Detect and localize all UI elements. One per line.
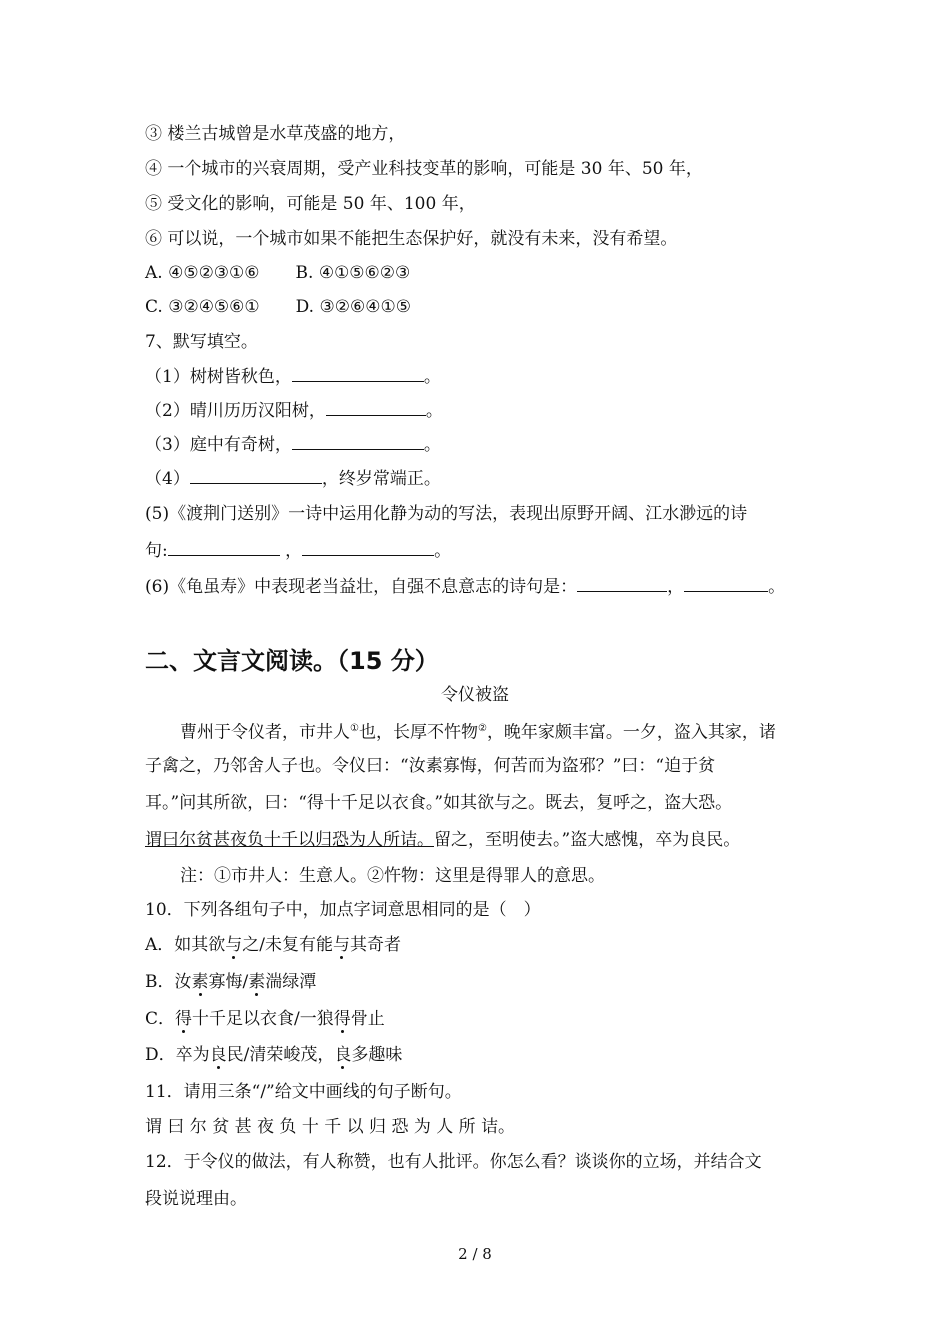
answer-blank[interactable] (302, 539, 434, 556)
q7-item-5-line1: (5)《渡荆门送别》一诗中运用化静为动的写法，表现出原野开阔、江水渺远的诗 (145, 504, 748, 524)
option-text: B．汝 (145, 972, 192, 992)
q7-item-4-text: ，终岁常端正。 (321, 469, 441, 489)
period: 。 (434, 541, 452, 561)
comma: ， (667, 577, 685, 597)
passage-text: 留之，至明使去。”盗大感愧，卒为良民。 (434, 830, 741, 850)
q7-item-1 (145, 365, 441, 389)
q7-item-2 (145, 399, 443, 423)
q10-option-b (145, 970, 316, 994)
option-text: 寡悔/ (208, 972, 249, 992)
dotted-char: 与 (333, 935, 351, 955)
dotted-char: 与 (225, 935, 243, 955)
q7-item-3 (145, 433, 441, 457)
q7-item-5-label: 句: (145, 541, 168, 561)
page-number: 2 / 8 (458, 1245, 492, 1263)
passage-line-3: 耳。”问其所欲，曰：“得十千足以衣食。”如其欲与之。既去，复呼之，盗大恐。 (145, 793, 733, 813)
passage-notes: 注：①市井人：生意人。②忤物：这里是得罪人的意思。 (180, 866, 605, 886)
q10-option-a (145, 933, 401, 957)
passage-line-4 (145, 828, 740, 852)
option-text: 湍绿潭 (265, 972, 317, 992)
passage-text: 也，长厚不忤物 (358, 722, 478, 743)
period: 。 (768, 577, 786, 597)
q6-options-ab (145, 261, 410, 285)
dotted-char: 得 (333, 1009, 351, 1029)
q6-options-cd (145, 295, 411, 319)
q7-item-1-text: （1）树树皆秋色， (145, 367, 292, 387)
q6-item-5: ⑤ 受文化的影响，可能是 50 年、100 年， (145, 194, 476, 214)
comma: ， (285, 541, 303, 561)
dotted-char: 良 (334, 1045, 352, 1065)
period: 。 (423, 367, 441, 387)
q6-item-4: ④ 一个城市的兴衰周期，受产业科技变革的影响，可能是 30 年、50 年， (145, 159, 703, 179)
option-text: 十千足以衣食/一狼 (192, 1009, 334, 1029)
q12-line-1: 12．于令仪的做法，有人称赞，也有人批评。你怎么看？谈谈你的立场，并结合文 (145, 1152, 762, 1172)
dotted-char: 素 (191, 972, 209, 992)
q11-sentence: 谓 曰 尔 贫 甚 夜 负 十 千 以 归 恐 为 人 所 诘。 (145, 1117, 516, 1137)
option-text: 其奇者 (350, 935, 402, 955)
dotted-char: 良 (209, 1045, 227, 1065)
q7-title: 7、默写填空。 (145, 332, 258, 352)
q7-item-3-text: （3）庭中有奇树， (145, 435, 292, 455)
answer-blank[interactable] (190, 467, 322, 484)
period: 。 (425, 401, 443, 421)
option-text: 多趣味 (351, 1045, 403, 1065)
option-text: C． (145, 1009, 176, 1029)
q6-option-c: C. ③②④⑤⑥① (145, 297, 260, 317)
option-text: 之/未复有能 (242, 935, 334, 955)
q6-option-a: A. ④⑤②③①⑥ (145, 263, 260, 283)
dotted-char: 得 (175, 1009, 193, 1029)
footnote-mark: ② (477, 723, 487, 734)
option-text: 骨止 (350, 1009, 385, 1029)
q7-item-6 (145, 575, 785, 599)
q10-option-d (145, 1043, 402, 1067)
period: 。 (423, 435, 441, 455)
footnote-mark: ① (350, 723, 359, 734)
passage-text: 曹州于令仪者，市井人 (180, 722, 350, 743)
q6-option-d: D. ③②⑥④①⑤ (295, 297, 411, 317)
q7-item-4 (145, 467, 441, 491)
option-text: D．卒为 (145, 1045, 210, 1065)
q6-item-6: ⑥ 可以说，一个城市如果不能把生态保护好，就没有未来，没有希望。 (145, 229, 678, 249)
q6-item-3: ③ 楼兰古城曾是水草茂盛的地方， (145, 124, 406, 144)
dotted-char: 素 (248, 972, 266, 992)
q10-stem: 10．下列各组句子中，加点字词意思相同的是（ ） (145, 900, 541, 920)
answer-blank[interactable] (577, 575, 667, 592)
answer-blank[interactable] (292, 433, 424, 450)
q7-item-4-label: （4） (145, 469, 190, 489)
q7-item-5-line2 (145, 539, 451, 563)
underlined-sentence: 谓曰尔贫甚夜负十千以归恐为人所诘。 (145, 830, 434, 850)
q7-item-6-text: (6)《龟虽寿》中表现老当益壮，自强不息意志的诗句是： (145, 577, 578, 597)
answer-blank[interactable] (326, 399, 426, 416)
q7-item-2-text: （2）晴川历历汉阳树， (145, 401, 326, 421)
passage-title: 令仪被盗 (441, 685, 509, 705)
answer-blank[interactable] (684, 575, 768, 592)
answer-blank[interactable] (168, 539, 280, 556)
q12-line-2: 段说说理由。 (145, 1189, 247, 1209)
section-heading: 二、文言文阅读。（15 分） (145, 647, 439, 675)
answer-blank[interactable] (292, 365, 424, 382)
q6-option-b: B. ④①⑤⑥②③ (295, 263, 411, 283)
passage-text: ，晚年家颇丰富。一夕，盗入其家，诸 (486, 722, 776, 743)
passage-line-2: 子禽之，乃邻舍人子也。令仪曰：“汝素寡悔，何苦而为盗邪？”曰：“迫于贫 (145, 756, 716, 776)
option-text: 民/清荣峻茂， (226, 1045, 335, 1065)
passage-line-1 (180, 717, 776, 745)
option-text: A．如其欲 (145, 935, 226, 955)
q10-option-c (145, 1007, 385, 1031)
q11-stem: 11．请用三条“/”给文中画线的句子断句。 (145, 1082, 462, 1102)
